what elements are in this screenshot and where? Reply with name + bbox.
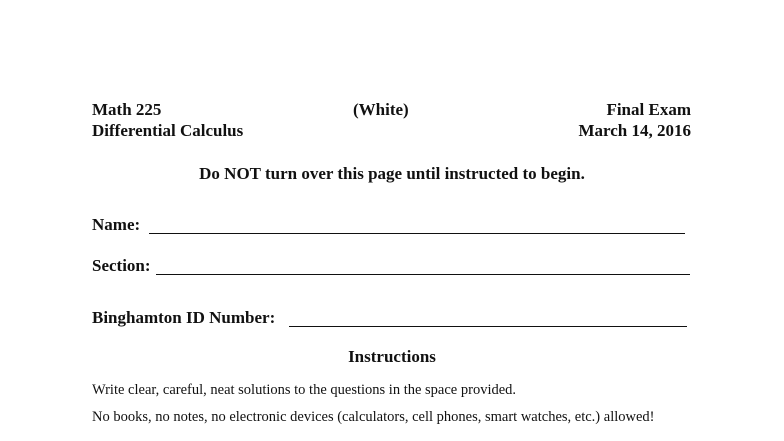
- name-field[interactable]: [149, 233, 685, 234]
- name-label: Name:: [92, 215, 141, 234]
- course-title: Differential Calculus: [92, 121, 244, 140]
- instructions-heading: Instructions: [348, 347, 436, 366]
- section-label: Section:: [92, 256, 151, 275]
- exam-type: Final Exam: [606, 100, 691, 119]
- binghamton-id-label: Binghamton ID Number:: [92, 308, 276, 327]
- exam-date: March 14, 2016: [578, 121, 691, 140]
- course-number: Math 225: [92, 100, 162, 119]
- instruction-line: Write clear, careful, neat solutions to the questions in the space provided.: [92, 382, 517, 398]
- exam-version: (White): [353, 100, 409, 119]
- binghamton-id-field[interactable]: [289, 326, 687, 327]
- section-field[interactable]: [156, 274, 690, 275]
- do-not-turn-notice: Do NOT turn over this page until instructed to begin.: [199, 164, 585, 183]
- instruction-line: No books, no notes, no electronic devices (calculators, cell phones, smart watches, etc.) allowed!: [92, 409, 655, 425]
